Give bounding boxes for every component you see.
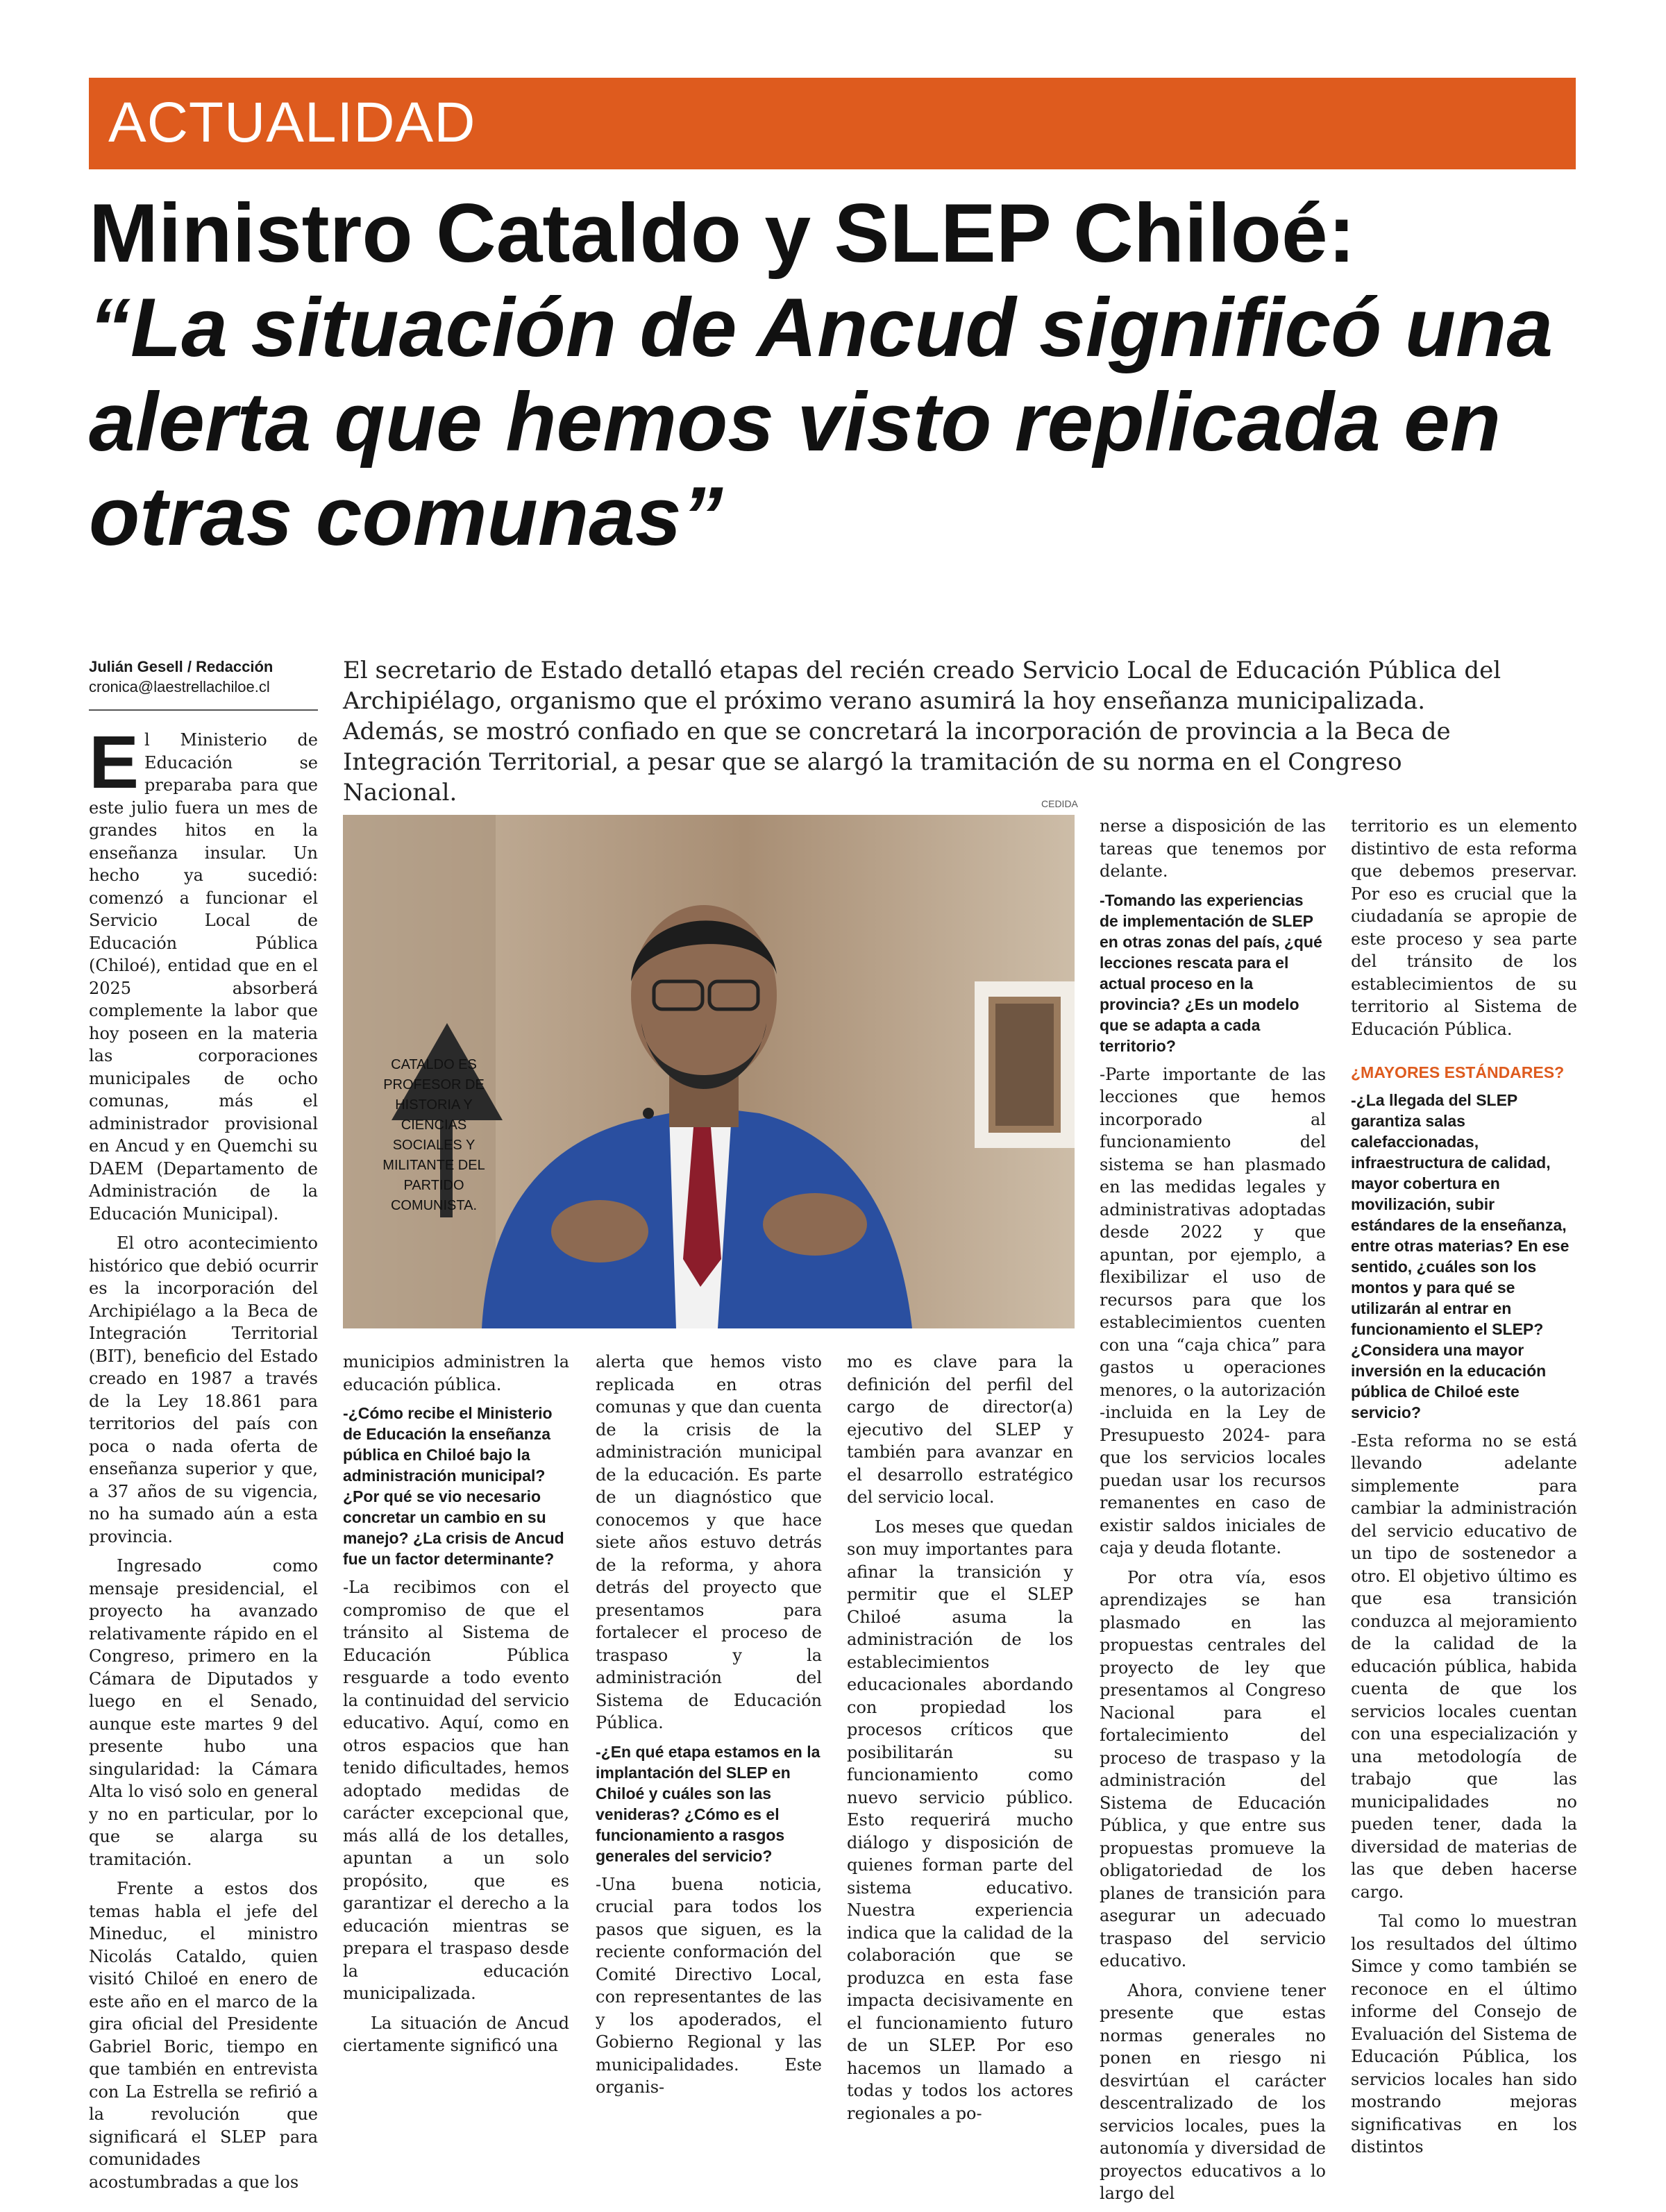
body-paragraph: El otro acontecimiento histórico que debió ocurrir es la incorporación del Archipiélago a la Beca de Integración Territorial (BIT), beneficio del Estado creado en 1987 a través de la Ley 18.861 para territorios del país con poca o nada oferta de enseñanza superior y que, a 37 años de su vigencia, no ha sumado aún a esta provincia. (89, 1233, 318, 1546)
interview-answer: Ahora, conviene tener presente que estas normas generales no ponen en riesgo ni desvirtúan el carácter descentralizado de los servicios locales, pues la autonomía y diversidad de proyectos educativos a lo largo del (1100, 1980, 1326, 2203)
interview-answer: mo es clave para la definición del perfil del cargo de director(a) ejecutivo del SLEP y también para avanzar en el desarrollo estratégico del servicio local. (847, 1352, 1073, 1507)
body-paragraph: Ingresado como mensaje presidencial, el proyecto ha avanzado relativamente rápido en el Congreso, primero en la Cámara de Diputados y luego en el Senado, aunque este martes 9 del presente hubo una singularidad: la Cámara Alta lo visó solo en general y no en particular, por lo que se alarga su tramitación. (89, 1556, 318, 1869)
section-bar (89, 78, 1576, 169)
body-column-3 (596, 1351, 822, 2106)
interview-answer: -Una buena noticia, crucial para todos los pasos que siguen, es la reciente conformación del Comité Directivo Local, con representantes de las y los apoderados, el Gobierno Regional y las municipalidades. Este organis- (596, 1874, 822, 2097)
byline-author: Julián Gesell / Redacción (89, 658, 274, 675)
interview-answer: Los meses que quedan son muy importantes para afinar la transición y permitir que el SLEP Chiloé asuma la administración de los establecimientos educacionales abordando con propiedad los procesos críticos que posibilitarán su funcionamiento como nuevo servicio público. Esto requerirá mucho diálogo y disposición de quienes forman parte del sistema educativo. Nuestra experiencia indica que la calidad de la colaboración que se produzca en esta fase impacta decisivamente en el funcionamiento futuro de un SLEP. Por eso hacemos un llamado a todas y todos los actores regionales a po- (847, 1517, 1073, 2123)
interview-question: -¿La llegada del SLEP garantiza salas calefaccionadas, infraestructura de calidad, mayor cobertura en movilización, subir estándares de la enseñanza, entre otras materias? En ese sentido, ¿cuáles son los montos y para qué se utilizarán al entrar en funcionamiento el SLEP? ¿Considera una mayor inversión en la educación pública de Chiloé este servicio? (1351, 1090, 1570, 1421)
interview-answer: -Esta reforma no se está llevando adelante simplemente para cambiar la administración del servicio educativo de un tipo de sostenedor a otro. El objetivo último es que esa transición conduzca al mejoramiento de la calidad de la educación pública, habida cuenta de que los servicios locales cuentan con una especialización y una metodología de trabajo que las municipalidades no pueden tener, dada la diversidad de materias de las que deben hacerse cargo. (1351, 1430, 1577, 1902)
interview-answer: Por otra vía, esos aprendizajes se han plasmado en las propuestas centrales del proyecto de ley que presentamos al Congreso Nacional para el fortalecimiento del proceso de traspaso y la administración del Sistema de Educación Pública, y que entre sus propuestas promueve la obligatoriedad de los planes de transición para asegurar un adecuado traspaso del servicio educativo. (1100, 1567, 1326, 1970)
body-column-6 (1351, 815, 1577, 2165)
interview-answer: alerta que hemos visto replicada en otras comunas y que dan cuenta de la crisis de la administración municipal de la educación. Es parte de un diagnóstico que conocemos y que hace siete años estuvo detrás de la reforma, y ahora detrás del proyecto que presentamos para fortalecer el proceso de traspaso y la administración del Sistema de Educación Pública. (596, 1352, 822, 1732)
body-paragraph: municipios administren la educación pública. (343, 1352, 569, 1394)
interview-answer: Tal como lo muestran los resultados del último Simce y como también se reconoce en el último informe del Consejo de Evaluación del Sistema de Educación Pública, los servicios locales han sido mostrando mejoras significativas en los distintos (1351, 1911, 1577, 2156)
interview-answer: territorio es un elemento distintivo de esta reforma que debemos preservar. Por eso es crucial que la ciudadanía se apropie de este proceso y sea parte del tránsito de los establecimientos de su territorio al Sistema de Educación Pública. (1351, 816, 1577, 1039)
interview-answer: -La recibimos con el compromiso de que el tránsito al Sistema de Educación Pública resguarde a todo evento la continuidad del servicio educativo. Aquí, como en otros espacios que han tenido dificultades, hemos adoptado medidas de carácter excepcional que, más allá de los detalles, apuntan a un solo propósito, que es garantizar el derecho a la educación mientras se prepara el traspaso desde la educación municipalizada. (343, 1578, 569, 2003)
interview-question: -Tomando las experiencias de implementación de SLEP en otras zonas del país, ¿qué lecciones rescata para el actual proceso en la provincia? ¿Es un modelo que se adapta a cada territorio? (1100, 890, 1322, 1055)
photo-caption: CATALDO ES PROFESOR DE HISTORIA Y CIENCIAS SOCIALES Y MILITANTE DEL PARTIDO COMUNISTA. (382, 1057, 485, 1213)
drop-cap: E (89, 720, 140, 804)
interview-answer: nerse a disposición de las tareas que tenemos por delante. (1100, 816, 1326, 881)
body-column-2 (343, 1351, 569, 2064)
interview-answer: La situación de Ancud ciertamente significó una (343, 2013, 569, 2055)
byline-divider (89, 709, 318, 711)
body-column-1 (89, 720, 318, 2200)
photo-credit: CEDIDA (1041, 798, 1078, 809)
interview-question: -¿En qué etapa estamos en la implantación del SLEP en Chiloé y cuáles son las venideras? ¿Cómo es el funcionamiento a rasgos generales del servicio? (596, 1742, 821, 1865)
headline (89, 186, 1602, 564)
interview-answer: -Parte importante de las lecciones que hemos incorporado al funcionamiento del sistema se han plasmado en las medidas legales y administrativas adoptadas desde 2022 y que apuntan, por ejemplo, a flexibilizar el uso de recursos para que los establecimientos cuenten con una “caja chica” para gastos u operaciones menores, o la autorización -incluida en la Ley de Presupuesto 2024- para que los servicios locales puedan usar los recursos remanentes en caso de existir saldos iniciales de caja y deuda flotante. (1100, 1064, 1326, 1557)
lead-paragraph: El secretario de Estado detalló etapas del recién creado Servicio Local de Educación Pública del Archipiélago, organismo que el próximo verano asumirá la hoy enseñanza municipalizada. Además, se mostró confiado en que se concretará la incorporación de provincia a la Beca de Integración Territorial, a pesar que se alargó la tramitación de su norma en el Congreso Nacional. (343, 657, 1501, 807)
byline (89, 657, 318, 697)
body-paragraph: l Ministerio de Educación se preparaba para que este julio fuera un mes de grandes hitos en la enseñanza insular. Un hecho ya sucedió: comenzó a funcionar el Servicio Local de Educación Pública (Chiloé), entidad que en el 2025 absorberá complemente la labor que hoy poseen en la materia las corporaciones municipales de ocho comunas, más el administrador provisional en Ancud y en Quemchi su DAEM (Departamento de Administración de la Educación Municipal). (89, 730, 318, 1224)
byline-email: cronica@laestrellachiloe.cl (89, 678, 270, 695)
body-column-5 (1100, 815, 1326, 2212)
subheading: ¿MAYORES ESTÁNDARES? (1351, 1063, 1565, 1081)
body-column-4 (847, 1351, 1073, 2131)
body-paragraph: Frente a estos dos temas habla el jefe del Mineduc, el ministro Nicolás Cataldo, quien visitó Chiloé en enero de este año en el marco de la gira oficial del Presidente Gabriel Boric, tiempo en que también en entrevista con La Estrella se refirió a la revolución que significará el SLEP para comunidades acostumbradas a que los (89, 1879, 318, 2192)
headline-quote: “La situación de Ancud significó una alerta que hemos visto replicada en otras comunas” (89, 281, 1554, 563)
interview-question: -¿Cómo recibe el Ministerio de Educación la enseñanza pública en Chiloé bajo la administración municipal? ¿Por qué se vio necesario concretar un cambio en su manejo? ¿La crisis de Ancud fue un factor determinante? (343, 1404, 564, 1568)
headline-line1: Ministro Cataldo y SLEP Chiloé: (89, 187, 1356, 280)
section-label: ACTUALIDAD (108, 91, 476, 154)
